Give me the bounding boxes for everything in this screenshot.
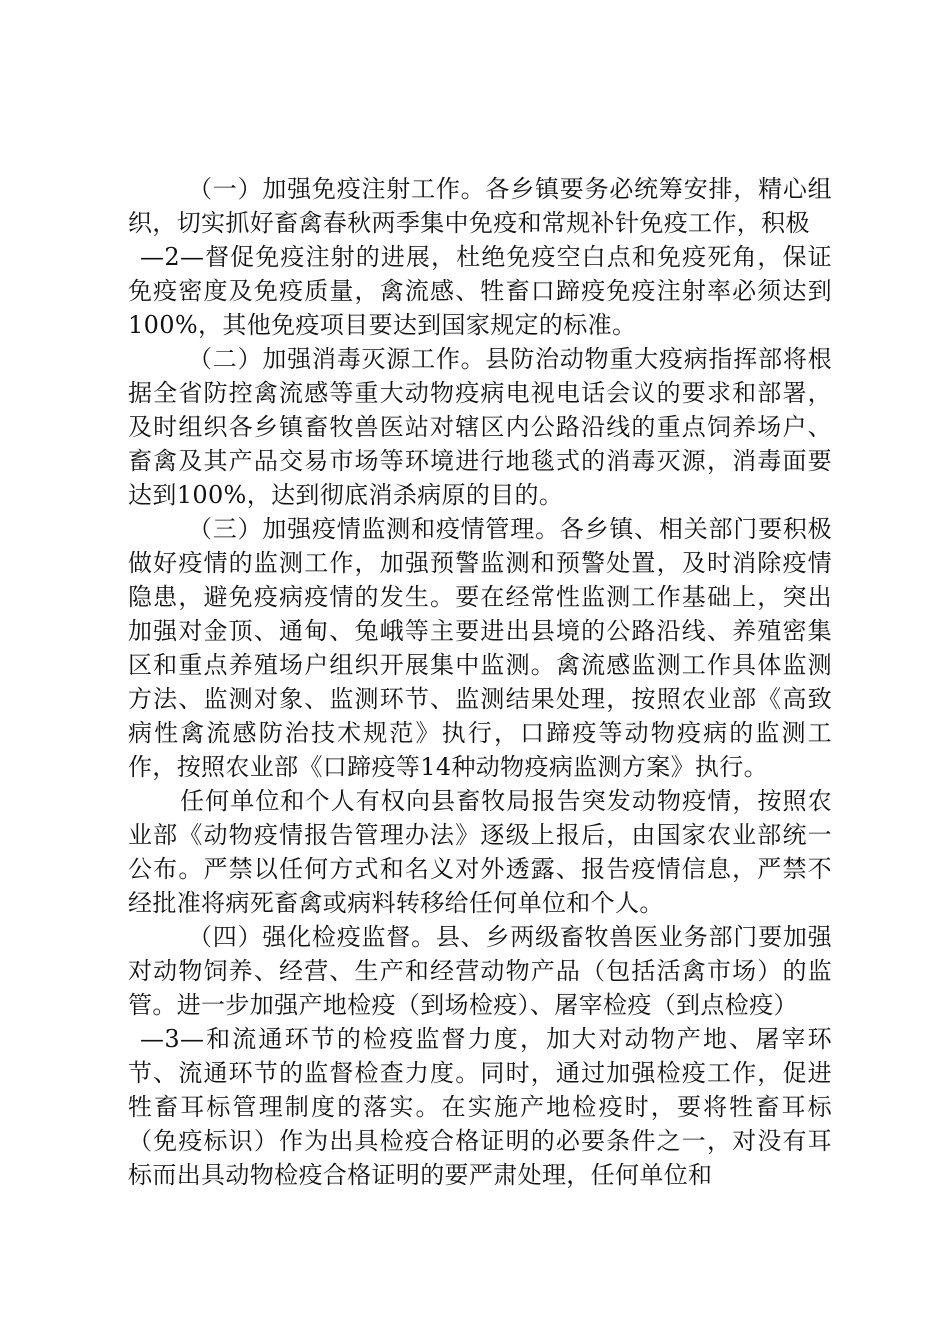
paragraph-immunization-continued: —2—督促免疫注射的进展，杜绝免疫空白点和免疫死角，保证免疫密度及免疫质量，禽流感、牲畜口蹄疫免疫注射率必须达到100%，其他免疫项目要达到国家规定的标准。 (128, 243, 832, 339)
document-page (128, 172, 832, 1192)
paragraph-disinfection: （二）加强消毒灭源工作。县防治动物重大疫病指挥部将根据全省防控禽流感等重大动物疫病电视电话会议的要求和部署，及时组织各乡镇畜牧兽医站对辖区内公路沿线的重点饲养场户、畜禽及其产品交易市场等环境进行地毯式的消毒灭源，消毒面要达到100%，达到彻底消杀病原的目的。 (128, 345, 832, 509)
paragraph-immunization: （一）加强免疫注射工作。各乡镇要务必统筹安排，精心组织，切实抓好畜禽春秋两季集中免疫和常规补针免疫工作，积极 (128, 175, 832, 237)
paragraph-quarantine-continued: —3—和流通环节的检疫监督力度，加大对动物产地、屠宰环节、流通环节的监督检查力度。同时，通过加强检疫工作，促进牲畜耳标管理制度的落实。在实施产地检疫时，要将牲畜耳标（免疫标识）作为出具检疫合格证明的必要条件之一，对没有耳标而出具动物检疫合格证明的要严肃处理，任何单位和 (128, 1025, 832, 1189)
paragraph-monitoring: （三）加强疫情监测和疫情管理。各乡镇、相关部门要积极做好疫情的监测工作，加强预警监测和预警处置，及时消除疫情隐患，避免疫病疫情的发生。要在经常性监测工作基础上，突出加强对金顶、通甸、兔峨等主要进出县境的公路沿线、养殖密集区和重点养殖场户组织开展集中监测。禽流感监测工作具体监测方法、监测对象、监测环节、监测结果处理，按照农业部《高致病性禽流感防治技术规范》执行，口蹄疫等动物疫病的监测工作，按照农业部《口蹄疫等14种动物疫病监测方案》执行。 (128, 515, 832, 781)
paragraph-reporting: 任何单位和个人有权向县畜牧局报告突发动物疫情，按照农业部《动物疫情报告管理办法》逐级上报后，由国家农业部统一公布。严禁以任何方式和名义对外透露、报告疫情信息，严禁不经批准将病死畜禽或病料转移给任何单位和个人。 (128, 787, 832, 917)
paragraph-quarantine: （四）强化检疫监督。县、乡两级畜牧兽医业务部门要加强对动物饲养、经营、生产和经营动物产品（包括活禽市场）的监管。进一步加强产地检疫（到场检疫）、屠宰检疫（到点检疫） (128, 923, 832, 1019)
